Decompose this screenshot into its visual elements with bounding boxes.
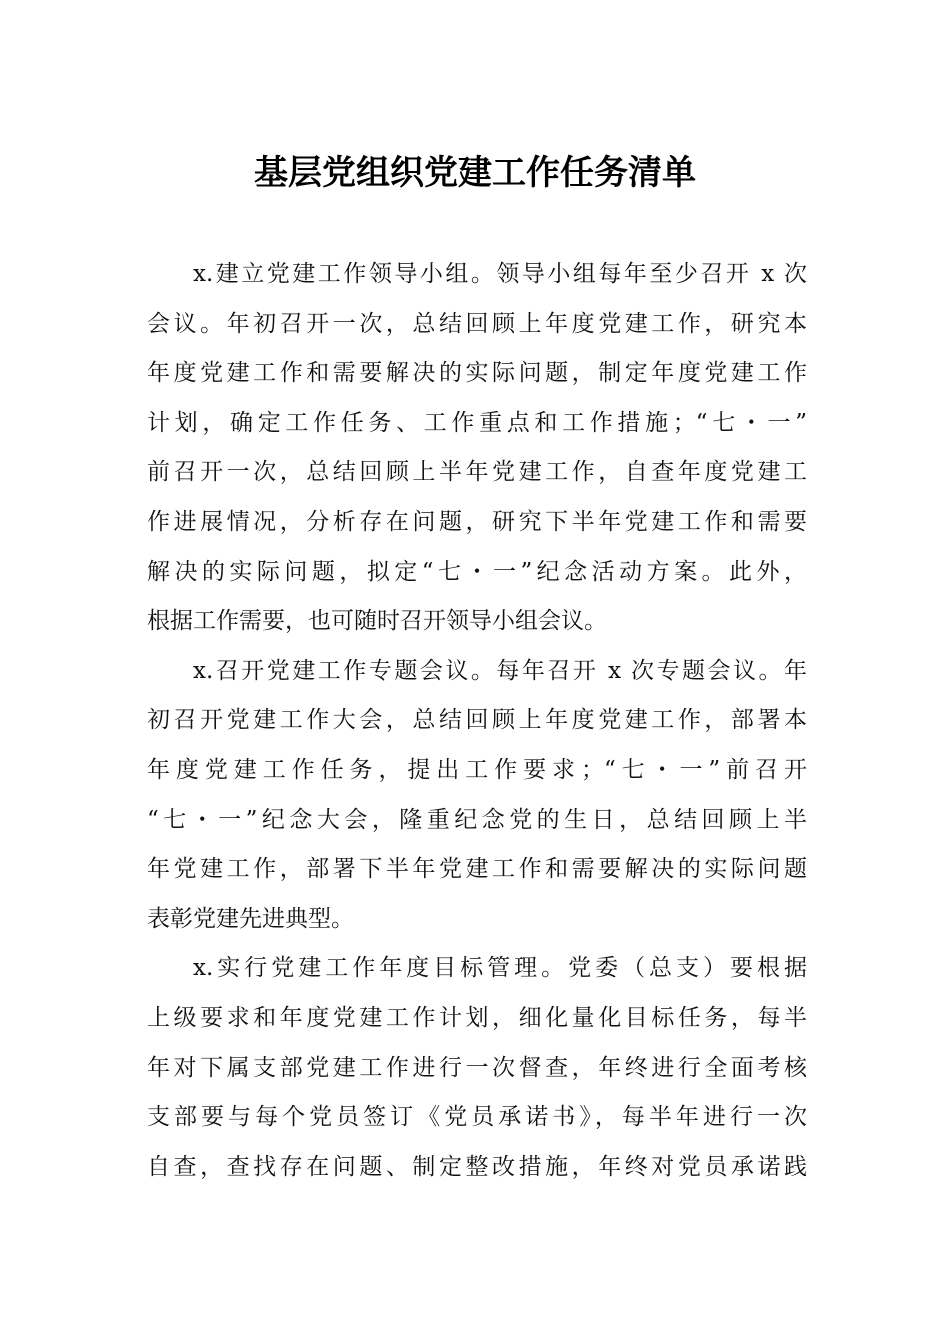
text-line: 初召开党建工作大会，总结回顾上年度党建工作，部署本 xyxy=(147,707,807,734)
text-line: 年度党建工作和需要解决的实际问题，制定年度党建工作 xyxy=(147,360,807,387)
text-line: 作进展情况，分析存在问题，研究下半年党建工作和需要 xyxy=(147,508,807,535)
text-line: x.实行党建工作年度目标管理。党委（总支）要根据 xyxy=(193,955,807,982)
text-line: 支部要与每个党员签订《党员承诺书》，每半年进行一次 xyxy=(147,1104,807,1131)
text-line: x.建立党建工作领导小组。领导小组每年至少召开 x 次 xyxy=(193,261,807,287)
text-line: 根据工作需要，也可随时召开领导小组会议。 xyxy=(147,608,607,635)
text-line: 年对下属支部党建工作进行一次督查，年终进行全面考核 xyxy=(147,1054,807,1081)
text-line: 会议。年初召开一次，总结回顾上年度党建工作，研究本 xyxy=(147,310,807,337)
document-title: 基层党组织党建工作任务清单 xyxy=(254,153,696,193)
paragraph-3 xyxy=(147,944,807,1192)
text-line: “七・一”纪念大会，隆重纪念党的生日，总结回顾上半 xyxy=(147,806,807,833)
paragraph-2 xyxy=(147,647,807,945)
text-line: x.召开党建工作专题会议。每年召开 x 次专题会议。年 xyxy=(193,657,807,684)
text-line: 表彰党建先进典型。 xyxy=(147,905,354,932)
text-line: 计划，确定工作任务、工作重点和工作措施；“七・一” xyxy=(147,409,807,436)
text-line: 年党建工作，部署下半年党建工作和需要解决的实际问题 xyxy=(147,856,807,883)
document-body xyxy=(147,250,807,1192)
text-line: 前召开一次，总结回顾上半年党建工作，自查年度党建工 xyxy=(147,459,807,486)
text-line: 自查，查找存在问题、制定整改措施，年终对党员承诺践 xyxy=(147,1153,807,1180)
paragraph-1 xyxy=(147,250,807,647)
text-line: 年度党建工作任务，提出工作要求；“七・一”前召开 xyxy=(147,756,807,783)
text-line: 上级要求和年度党建工作计划，细化量化目标任务，每半 xyxy=(147,1004,807,1031)
text-line: 解决的实际问题，拟定“七・一”纪念活动方案。此外， xyxy=(147,558,807,585)
